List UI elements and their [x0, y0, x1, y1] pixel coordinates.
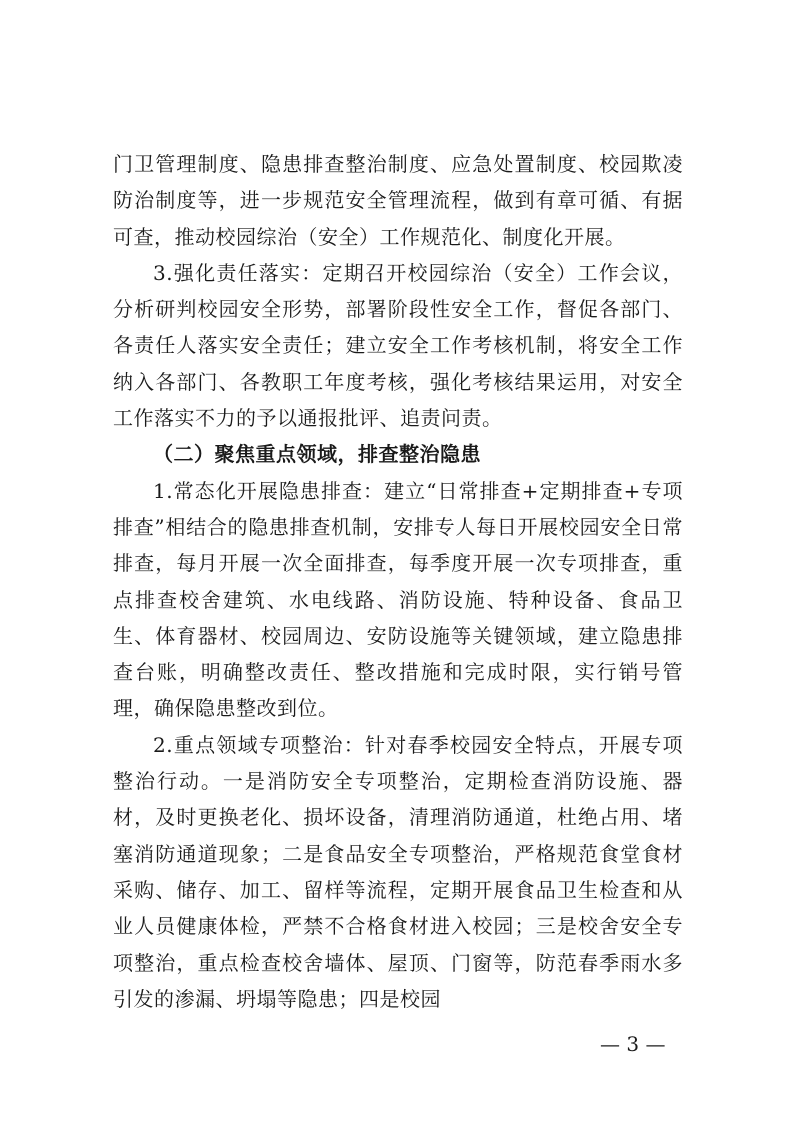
paragraph-hazard-inspection: 1.常态化开展隐患排查：建立“日常排查+定期排查+专项排查”相结合的隐患排查机制，安排专人每日开展校园安全日常排查，每月开展一次全面排查，每季度开展一次专项排查，重点排查校舍建筑、水电线路、消防设施、特种设备、食品卫生、体育器材、校园周边、安防设施等关键领域，建立隐患排查台账，明确整改责任、整改措施和完成时限，实行销号管理，确保隐患整改到位。 [113, 478, 683, 721]
document-body [113, 146, 683, 1017]
paragraph-continuation: 门卫管理制度、隐患排查整治制度、应急处置制度、校园欺凌防治制度等，进一步规范安全管理流程，做到有章可循、有据可查，推动校园综治（安全）工作规范化、制度化开展。 [113, 152, 683, 249]
section-heading-key-areas: （二）聚焦重点领域，排查整治隐患 [153, 442, 481, 467]
page-number: — 3 — [600, 1032, 666, 1056]
paragraph-strengthen-responsibility: 3.强化责任落实：定期召开校园综治（安全）工作会议，分析研判校园安全形势，部署阶段性安全工作，督促各部门、各责任人落实安全责任；建立安全工作考核机制，将安全工作纳入各部门、各教职工年度考核，强化考核结果运用，对安全工作落实不力的予以通报批评、追责问责。 [113, 260, 683, 431]
paragraph-special-rectification: 2.重点领域专项整治：针对春季校园安全特点，开展专项整治行动。一是消防安全专项整治，定期检查消防设施、器材，及时更换老化、损坏设备，清理消防通道，杜绝占用、堵塞消防通道现象；二是食品安全专项整治，严格规范食堂食材采购、储存、加工、留样等流程，定期开展食品卫生检查和从业人员健康体检，严禁不合格食材进入校园；三是校舍安全专项整治，重点检查校舍墙体、屋顶、门窗等，防范春季雨水多引发的渗漏、坍塌等隐患；四是校园 [113, 732, 683, 1011]
